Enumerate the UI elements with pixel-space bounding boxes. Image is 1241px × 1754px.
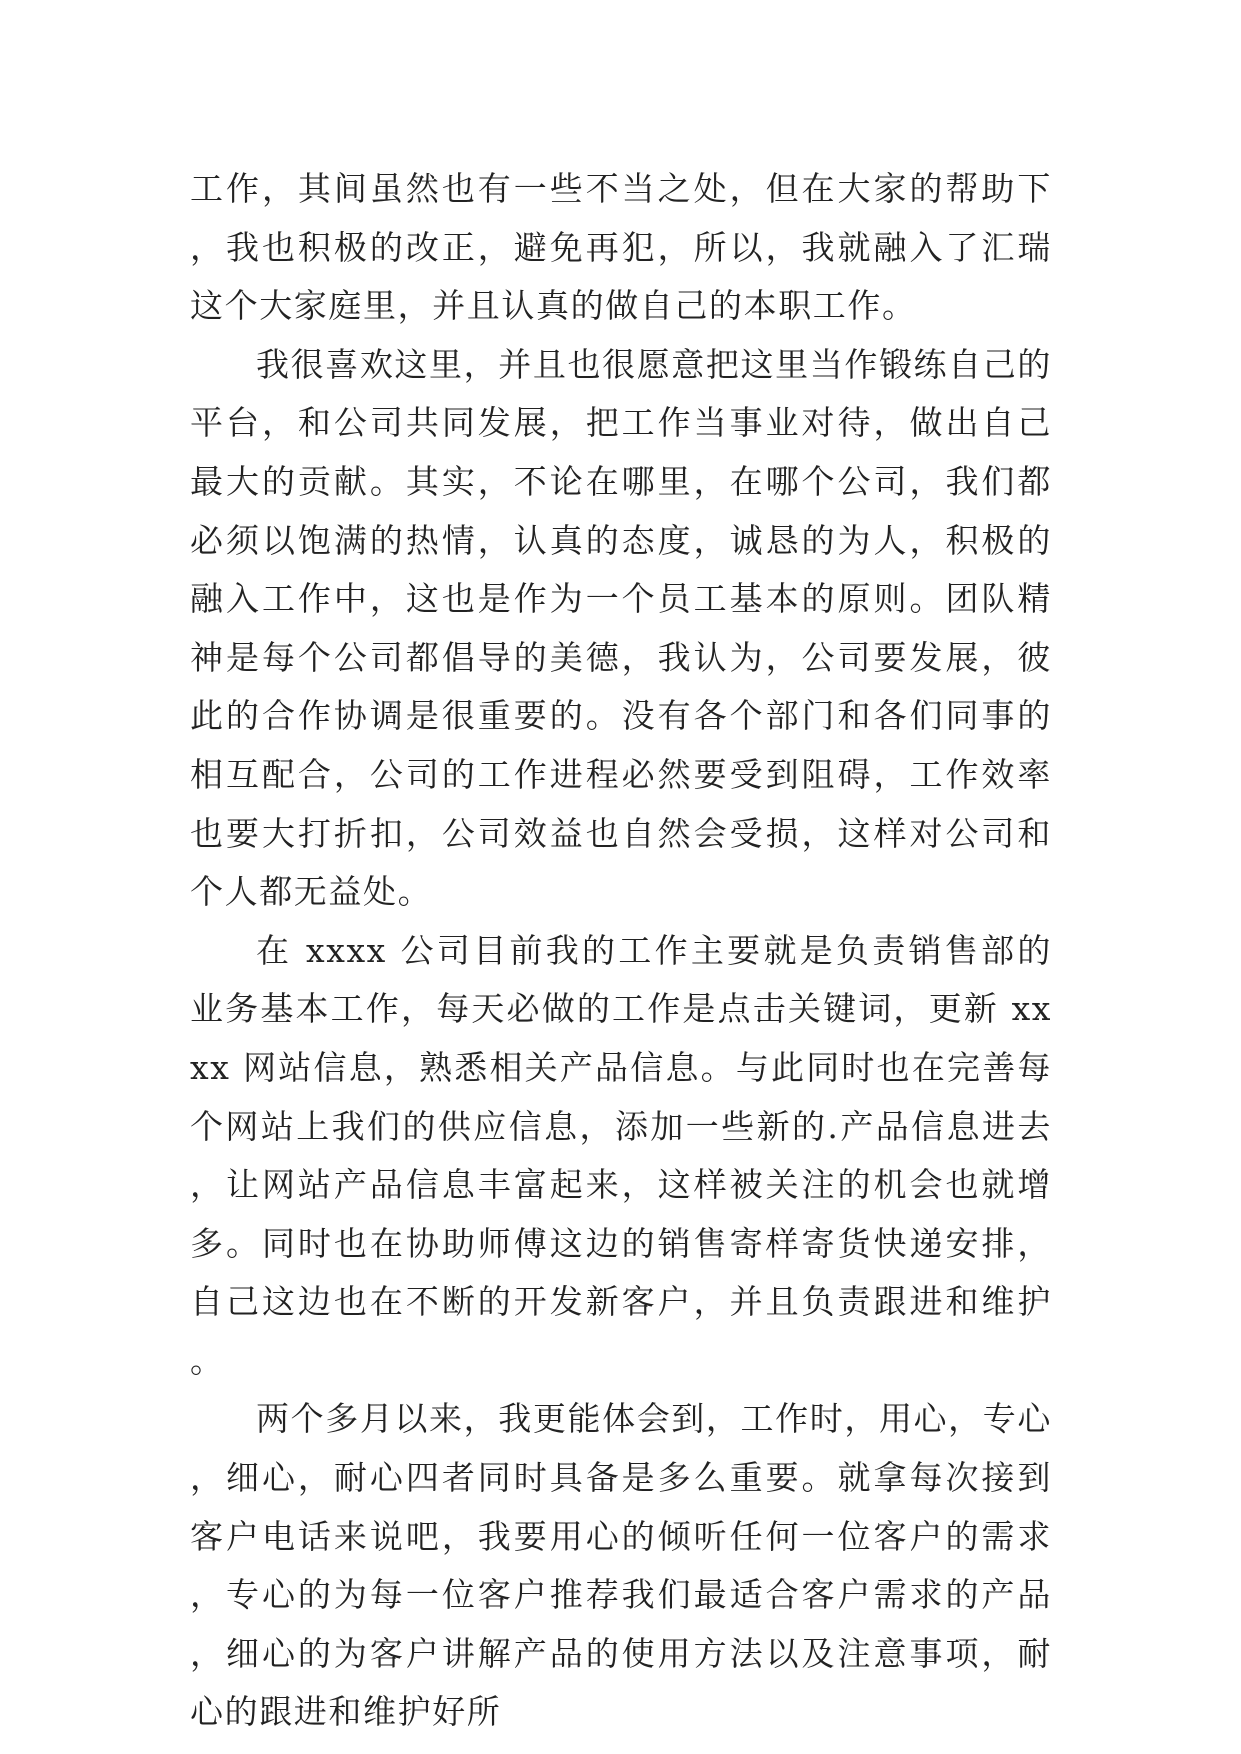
paragraph-4: 两个多月以来，我更能体会到，工作时，用心，专心，细心，耐心四者同时具备是多么重要。就拿每次接到客户电话来说吧，我要用心的倾听任何一位客户的需求，专心的为每一位客户推荐我们最适合客户需求的产品，细心的为客户讲解产品的使用方法以及注意事项，耐心的跟进和维护好所 <box>190 1399 1052 1732</box>
paragraph-1: 工作，其间虽然也有一些不当之处，但在大家的帮助下，我也积极的改正，避免再犯，所以，我就融入了汇瑞这个大家庭里，并且认真的做自己的本职工作。 <box>190 169 1052 326</box>
paragraph-3: 在 xxxx 公司目前我的工作主要就是负责销售部的业务基本工作，每天必做的工作是点击关键词，更新 xxxx 网站信息，熟悉相关产品信息。与此同时也在完善每个网站上我们的供应信息，添加一些新的.产品信息进去，让网站产品信息丰富起来，这样被关注的机会也就增多。同时也在协助师傅这边的销售寄样寄货快递安排，自己这边也在不断的开发新客户，并且负责跟进和维护。 <box>190 930 1052 1380</box>
document-body <box>190 160 1052 1742</box>
paragraph-2: 我很喜欢这里，并且也很愿意把这里当作锻练自己的平台，和公司共同发展，把工作当事业对待，做出自己最大的贡献。其实，不论在哪里，在哪个公司，我们都必须以饱满的热情，认真的态度，诚恳的为人，积极的融入工作中，这也是作为一个员工基本的原则。团队精神是每个公司都倡导的美德，我认为，公司要发展，彼此的合作协调是很重要的。没有各个部门和各们同事的相互配合，公司的工作进程必然要受到阻碍，工作效率也要大打折扣，公司效益也自然会受损，这样对公司和个人都无益处。 <box>190 344 1052 912</box>
